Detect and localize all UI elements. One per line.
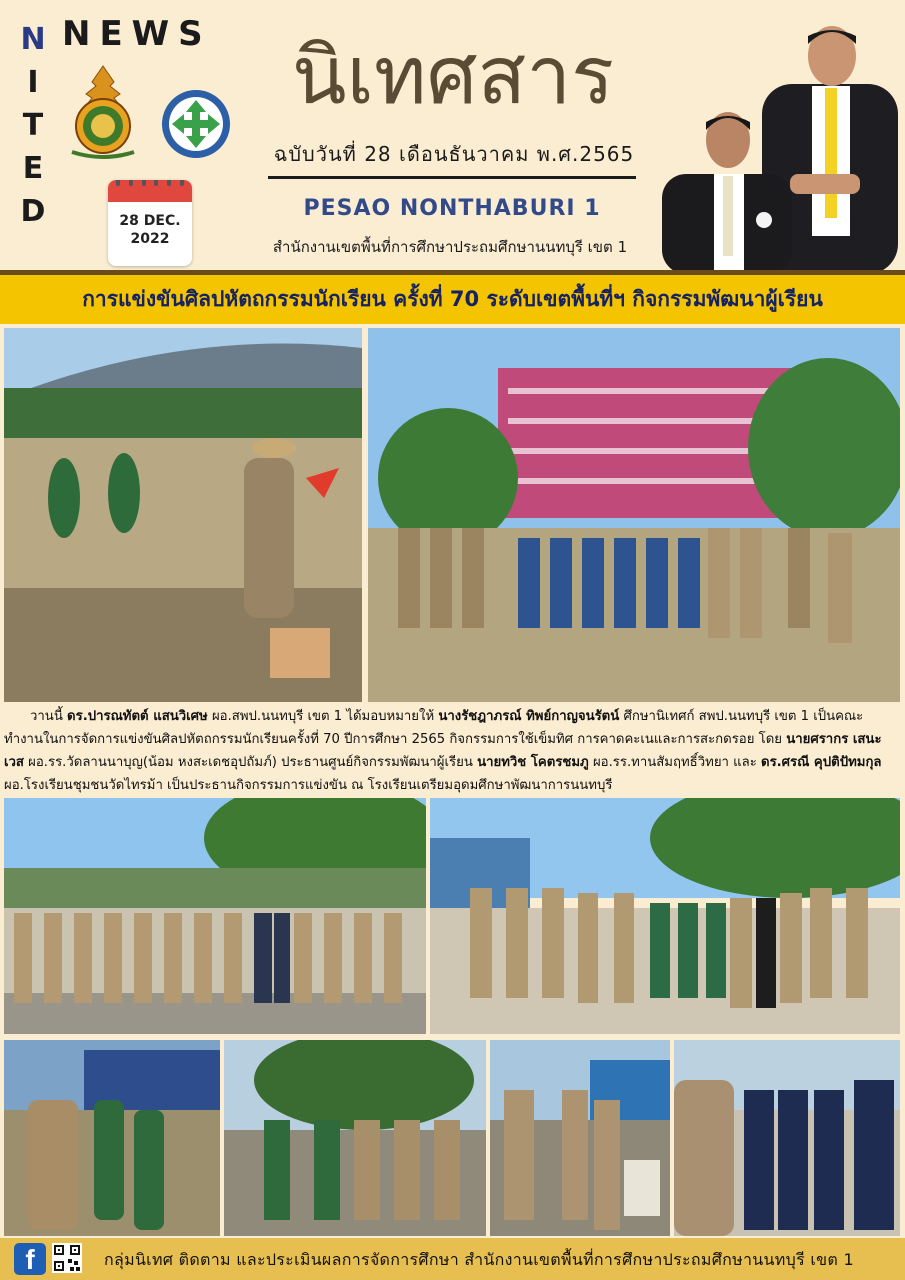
photo-students-navy (674, 1040, 900, 1236)
calendar-icon (108, 180, 192, 266)
person-name: ดร.ปารณทัตต์ แสนวิเศษ (67, 709, 208, 724)
article-text: ผอ.รร.ทานสัมฤทธิ์วิทยา และ (588, 755, 761, 770)
news-label: NEWS (62, 14, 212, 54)
photo-students-board (490, 1040, 670, 1236)
article-text: วานนี้ (30, 709, 68, 724)
article-text: ผอ.รร.วัดลานนาบุญ(น้อม หงสะเดชอุปถัมภ์) ประธานศูนย์กิจกรรมพัฒนาผู้เรียน (23, 755, 478, 770)
facebook-icon[interactable]: f (14, 1243, 46, 1275)
person-name: นางรัชฎาภรณ์ ทิพย์กาญจนรัตน์ (438, 709, 620, 724)
letter-e: E (22, 151, 44, 186)
calendar-year: 2022 (130, 231, 170, 247)
footer-bar (0, 1238, 905, 1280)
newsletter-title: นิเทศสาร (291, 29, 615, 122)
org-name-th: สำนักงานเขตพื้นที่การศึกษาประถมศึกษานนทบุรี เขต 1 (272, 238, 628, 256)
photo-group-field-left (4, 798, 426, 1034)
photo-students-map (4, 1040, 220, 1236)
article-text: ผอ.โรงเรียนชุมชนวัดไทรม้า เป็นประธานกิจกรรมการแข่งขัน ณ โรงเรียนเตรียมอุดมศึกษาพัฒนาการนนทบุรี (4, 778, 613, 793)
photo-group-school (368, 328, 900, 702)
article-text: ผอ.สพป.นนทบุรี เขต 1 ได้มอบหมายให้ (207, 709, 439, 724)
footer-text: กลุ่มนิเทศ ติดตาม และประเมินผลการจัดการศึกษา สำนักงานเขตพื้นที่การศึกษาประถมศึกษานนทบุรี เขต 1 (104, 1250, 854, 1269)
letter-n: N (20, 22, 46, 57)
title-divider (268, 176, 636, 179)
org-name-en: PESAO NONTHABURI 1 (303, 196, 601, 221)
qr-code-icon[interactable] (52, 1243, 82, 1273)
headline: การแข่งขันศิลปหัตถกรรมนักเรียน ครั้งที่ 70 ระดับเขตพื้นที่ฯ กิจกรรมพัฒนาผู้เรียน (82, 287, 823, 311)
letter-t: T (22, 108, 44, 143)
article-text: ศึกษานิเทศก์ สพป.นนทบุรี เขต 1 เป็นคณะทำงานในการจัดการแข่งขันศิลปหัตถกรรมนักเรียนครั้งที่ 70 ปีการศึกษา 2565 กิจกรรมการใช้เข็มทิศ การคาดคะเนและการสะกดรอย โดย (4, 709, 864, 747)
person-name: นายทวิช โคตรชมภู (477, 755, 589, 770)
calendar-date: 28 DEC. (119, 213, 181, 229)
vertical-nited-wordmark (20, 18, 46, 233)
obec-emblem-icon (62, 64, 144, 162)
photo-group-field-right (430, 798, 900, 1034)
letter-d: D (20, 194, 46, 229)
issue-date: ฉบับวันที่ 28 เดือนธันวาคม พ.ศ.2565 (273, 142, 635, 166)
headline-banner (0, 270, 905, 324)
photo-students-poles (224, 1040, 486, 1236)
person-name: ดร.ศรณี คุปติปัทมกุล (761, 755, 882, 770)
letter-i: I (27, 65, 39, 100)
article-body (4, 705, 900, 797)
officials-portrait (662, 24, 905, 274)
article-paragraph (4, 705, 900, 797)
pesao-logo-icon (160, 88, 232, 160)
photo-compass-activity (4, 328, 362, 702)
person-name: นายศรากร เสนะเวส (4, 732, 882, 770)
